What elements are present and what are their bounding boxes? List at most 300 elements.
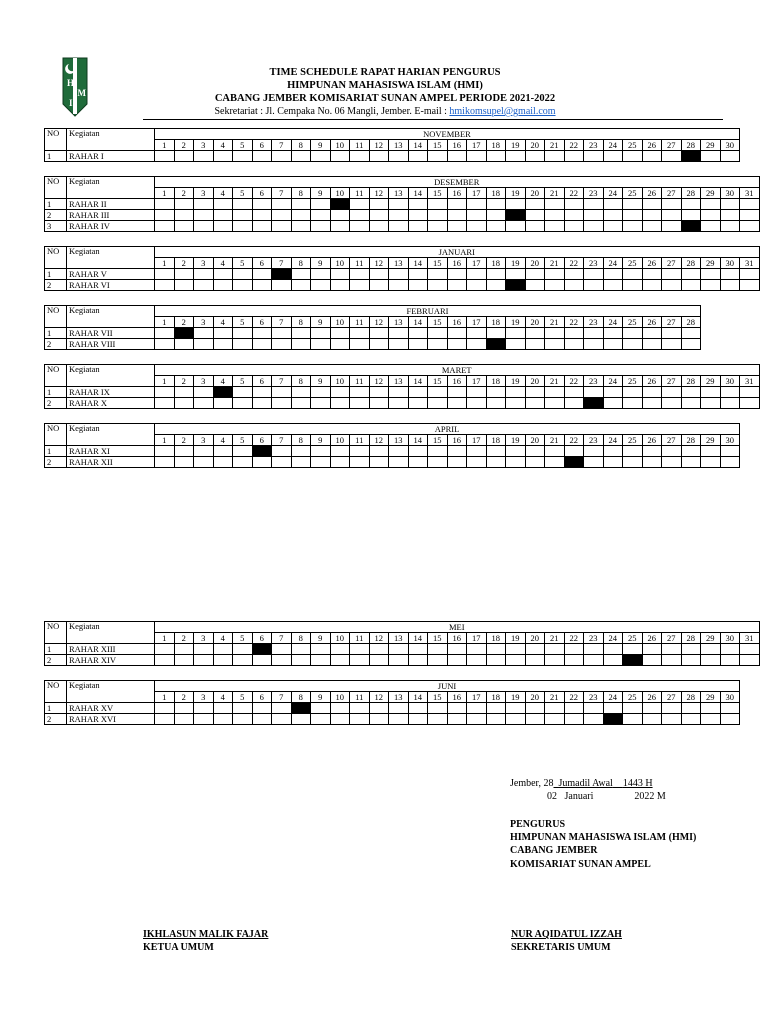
day-cell [213, 269, 233, 280]
day-cell [389, 151, 409, 162]
day-number: 15 [428, 188, 448, 199]
day-number: 9 [311, 692, 331, 703]
day-cell [545, 655, 565, 666]
day-cell [545, 280, 565, 291]
day-cell [369, 221, 389, 232]
day-number: 13 [389, 376, 409, 387]
day-cell [486, 655, 506, 666]
day-cell [486, 457, 506, 468]
day-cell [213, 280, 233, 291]
col-kegiatan-header: Kegiatan [67, 424, 155, 446]
day-cell [642, 328, 662, 339]
day-cell [194, 328, 214, 339]
hmi-logo [60, 56, 90, 118]
day-cell [155, 339, 175, 350]
scheduled-day-cell [681, 221, 701, 232]
day-cell [350, 269, 370, 280]
day-cell [447, 457, 467, 468]
day-cell [486, 328, 506, 339]
day-number: 17 [467, 633, 487, 644]
day-number: 9 [311, 188, 331, 199]
day-cell [525, 210, 545, 221]
row-kegiatan: RAHAR XII [67, 457, 155, 468]
day-cell [467, 210, 487, 221]
table-row [45, 398, 760, 409]
day-number: 29 [701, 633, 721, 644]
day-cell [369, 199, 389, 210]
day-number: 18 [486, 317, 506, 328]
day-number: 30 [720, 188, 740, 199]
scheduled-day-cell [174, 328, 194, 339]
day-cell [662, 210, 682, 221]
day-number: 5 [233, 188, 253, 199]
day-cell [350, 199, 370, 210]
day-cell [408, 644, 428, 655]
day-cell [330, 280, 350, 291]
day-number: 22 [564, 692, 584, 703]
day-number: 27 [662, 188, 682, 199]
day-cell [525, 199, 545, 210]
row-kegiatan: RAHAR XV [67, 703, 155, 714]
day-cell [350, 398, 370, 409]
day-cell [584, 151, 604, 162]
org-line-1: PENGURUS [510, 819, 566, 830]
day-number: 17 [467, 188, 487, 199]
day-cell [701, 269, 721, 280]
day-number: 13 [389, 188, 409, 199]
day-cell [681, 210, 701, 221]
day-cell [428, 210, 448, 221]
row-no: 1 [45, 151, 67, 162]
day-cell [330, 655, 350, 666]
day-cell [506, 339, 526, 350]
day-cell [642, 210, 662, 221]
day-number: 30 [720, 140, 740, 151]
day-cell [447, 339, 467, 350]
day-cell [213, 199, 233, 210]
day-cell [311, 221, 331, 232]
day-number: 23 [584, 435, 604, 446]
day-cell [662, 151, 682, 162]
day-number: 22 [564, 633, 584, 644]
day-cell [623, 446, 643, 457]
day-cell [564, 387, 584, 398]
day-cell [564, 398, 584, 409]
day-number: 25 [623, 140, 643, 151]
day-cell [623, 387, 643, 398]
day-cell [213, 398, 233, 409]
day-cell [681, 457, 701, 468]
day-number: 28 [681, 140, 701, 151]
col-kegiatan-header: Kegiatan [67, 247, 155, 269]
day-cell [584, 387, 604, 398]
day-cell [389, 457, 409, 468]
day-cell [447, 221, 467, 232]
signer-1-role: KETUA UMUM [143, 942, 214, 953]
day-cell [642, 446, 662, 457]
day-cell [447, 280, 467, 291]
day-cell [506, 199, 526, 210]
day-cell [428, 457, 448, 468]
day-cell [740, 280, 760, 291]
day-cell [486, 387, 506, 398]
day-number: 8 [291, 188, 311, 199]
day-cell [428, 703, 448, 714]
day-cell [662, 703, 682, 714]
day-cell [174, 703, 194, 714]
day-cell [720, 210, 740, 221]
day-cell [408, 398, 428, 409]
day-number: 18 [486, 188, 506, 199]
day-cell [584, 210, 604, 221]
day-cell [389, 644, 409, 655]
day-number: 26 [642, 258, 662, 269]
month-name: JUNI [155, 681, 740, 692]
day-number: 14 [408, 188, 428, 199]
day-number: 27 [662, 633, 682, 644]
table-row [45, 280, 760, 291]
day-cell [330, 398, 350, 409]
day-cell [740, 210, 760, 221]
day-number: 26 [642, 692, 662, 703]
col-no-header: NO [45, 177, 67, 199]
day-number: 8 [291, 258, 311, 269]
hijri-month-text: Jumadil Awal [558, 778, 613, 789]
day-cell [525, 398, 545, 409]
col-kegiatan-header: Kegiatan [67, 129, 155, 151]
day-cell [564, 221, 584, 232]
day-number: 21 [545, 435, 565, 446]
day-cell [369, 339, 389, 350]
day-cell [564, 328, 584, 339]
day-number: 26 [642, 435, 662, 446]
col-no-header: NO [45, 306, 67, 328]
day-cell [252, 151, 272, 162]
day-number: 1 [155, 633, 175, 644]
day-cell [174, 446, 194, 457]
scheduled-day-cell [252, 446, 272, 457]
day-cell [408, 199, 428, 210]
day-number: 13 [389, 692, 409, 703]
day-cell [311, 280, 331, 291]
day-cell [369, 328, 389, 339]
day-number: 14 [408, 376, 428, 387]
day-number: 13 [389, 317, 409, 328]
day-number: 27 [662, 258, 682, 269]
day-cell [408, 151, 428, 162]
day-number: 4 [213, 188, 233, 199]
day-cell [389, 210, 409, 221]
day-number: 24 [603, 140, 623, 151]
day-cell [506, 714, 526, 725]
day-cell [233, 457, 253, 468]
day-number: 19 [506, 376, 526, 387]
day-number: 24 [603, 435, 623, 446]
day-number: 30 [720, 258, 740, 269]
day-cell [291, 280, 311, 291]
day-cell [194, 714, 214, 725]
day-cell [252, 655, 272, 666]
day-cell [408, 703, 428, 714]
day-cell [525, 280, 545, 291]
col-kegiatan-header: Kegiatan [67, 306, 155, 328]
day-number: 19 [506, 435, 526, 446]
table-header-row [45, 365, 760, 376]
day-cell [233, 151, 253, 162]
day-cell [311, 703, 331, 714]
day-number: 31 [740, 376, 760, 387]
day-cell [291, 655, 311, 666]
row-no: 2 [45, 210, 67, 221]
day-number: 3 [194, 317, 214, 328]
day-cell [330, 339, 350, 350]
day-cell [369, 280, 389, 291]
day-number: 1 [155, 317, 175, 328]
day-number: 26 [642, 376, 662, 387]
day-number: 1 [155, 435, 175, 446]
table-header-row [45, 247, 760, 258]
day-cell [447, 151, 467, 162]
row-no: 2 [45, 339, 67, 350]
day-number: 10 [330, 317, 350, 328]
day-cell [525, 328, 545, 339]
day-number: 5 [233, 633, 253, 644]
day-number: 14 [408, 317, 428, 328]
day-number: 21 [545, 692, 565, 703]
day-cell [603, 655, 623, 666]
day-number: 26 [642, 188, 662, 199]
day-cell [194, 457, 214, 468]
day-number: 30 [720, 376, 740, 387]
day-cell [525, 457, 545, 468]
day-cell [467, 398, 487, 409]
day-number: 11 [350, 140, 370, 151]
day-number: 31 [740, 258, 760, 269]
day-cell [155, 387, 175, 398]
day-cell [213, 210, 233, 221]
day-cell [564, 446, 584, 457]
day-number: 18 [486, 692, 506, 703]
day-number: 15 [428, 692, 448, 703]
day-number: 23 [584, 317, 604, 328]
day-cell [174, 655, 194, 666]
day-cell [155, 457, 175, 468]
schedule-table-mei [44, 621, 760, 666]
day-cell [701, 210, 721, 221]
day-cell [252, 703, 272, 714]
day-cell [447, 199, 467, 210]
day-cell [681, 387, 701, 398]
day-number: 28 [681, 317, 701, 328]
day-number: 11 [350, 258, 370, 269]
day-number: 19 [506, 317, 526, 328]
day-cell [545, 199, 565, 210]
day-cell [506, 703, 526, 714]
day-cell [525, 269, 545, 280]
day-cell [642, 199, 662, 210]
day-cell [623, 714, 643, 725]
day-cell [642, 269, 662, 280]
day-cell [408, 328, 428, 339]
day-number: 6 [252, 692, 272, 703]
col-no-header: NO [45, 365, 67, 387]
day-number: 23 [584, 258, 604, 269]
month-name: APRIL [155, 424, 740, 435]
day-cell [272, 339, 292, 350]
day-cell [155, 199, 175, 210]
day-number: 20 [525, 376, 545, 387]
day-cell [681, 655, 701, 666]
day-cell [291, 339, 311, 350]
day-number: 20 [525, 692, 545, 703]
day-cell [252, 328, 272, 339]
col-kegiatan-header: Kegiatan [67, 681, 155, 703]
day-cell [525, 655, 545, 666]
day-cell [740, 199, 760, 210]
day-cell [506, 655, 526, 666]
day-cell [603, 339, 623, 350]
day-cell [311, 446, 331, 457]
place-date-gregorian [547, 790, 666, 803]
day-cell [701, 644, 721, 655]
day-number: 10 [330, 692, 350, 703]
day-cell [467, 655, 487, 666]
day-number: 4 [213, 435, 233, 446]
schedule-table-maret [44, 364, 760, 409]
table-header-row [45, 177, 760, 188]
day-number: 27 [662, 140, 682, 151]
day-cell [155, 703, 175, 714]
day-cell [642, 280, 662, 291]
day-cell [155, 210, 175, 221]
day-cell [389, 703, 409, 714]
day-number: 13 [389, 633, 409, 644]
day-cell [389, 714, 409, 725]
day-cell [486, 398, 506, 409]
col-kegiatan-header: Kegiatan [67, 177, 155, 199]
day-number: 17 [467, 435, 487, 446]
day-number: 25 [623, 317, 643, 328]
day-number: 7 [272, 317, 292, 328]
day-number: 21 [545, 317, 565, 328]
day-cell [467, 457, 487, 468]
header-divider [143, 119, 723, 120]
day-cell [525, 339, 545, 350]
day-number: 3 [194, 376, 214, 387]
schedule-table-november [44, 128, 740, 162]
day-cell [603, 457, 623, 468]
day-cell [174, 210, 194, 221]
day-cell [272, 387, 292, 398]
row-no: 2 [45, 457, 67, 468]
greg-day: 02 [547, 791, 557, 802]
day-cell [174, 714, 194, 725]
day-number: 30 [720, 435, 740, 446]
day-cell [720, 269, 740, 280]
day-cell [642, 398, 662, 409]
day-number: 27 [662, 435, 682, 446]
day-cell [603, 328, 623, 339]
day-cell [681, 280, 701, 291]
day-number: 10 [330, 188, 350, 199]
day-cell [447, 328, 467, 339]
day-cell [389, 446, 409, 457]
schedule-table-desember [44, 176, 760, 232]
day-cell [155, 280, 175, 291]
day-cell [467, 339, 487, 350]
scheduled-day-cell [252, 644, 272, 655]
day-cell [506, 269, 526, 280]
day-number: 4 [213, 376, 233, 387]
day-cell [701, 280, 721, 291]
day-cell [155, 269, 175, 280]
day-cell [701, 387, 721, 398]
row-kegiatan: RAHAR VIII [67, 339, 155, 350]
greg-month: Januari [564, 791, 594, 802]
day-cell [603, 221, 623, 232]
day-number: 11 [350, 435, 370, 446]
day-cell [428, 328, 448, 339]
day-cell [291, 714, 311, 725]
day-number: 8 [291, 317, 311, 328]
day-cell [233, 221, 253, 232]
day-number: 28 [681, 435, 701, 446]
day-number: 11 [350, 633, 370, 644]
day-cell [486, 703, 506, 714]
day-cell [603, 280, 623, 291]
day-number: 26 [642, 633, 662, 644]
row-no: 2 [45, 655, 67, 666]
day-number: 2 [174, 376, 194, 387]
day-cell [681, 328, 701, 339]
day-cell [701, 655, 721, 666]
table-row [45, 339, 701, 350]
day-cell [311, 269, 331, 280]
month-name: DESEMBER [155, 177, 760, 188]
row-kegiatan: RAHAR XIV [67, 655, 155, 666]
day-number: 29 [701, 188, 721, 199]
day-cell [311, 714, 331, 725]
day-cell [389, 398, 409, 409]
day-cell [467, 269, 487, 280]
day-number: 12 [369, 692, 389, 703]
day-cell [369, 446, 389, 457]
day-number: 19 [506, 258, 526, 269]
day-cell [428, 151, 448, 162]
day-cell [662, 269, 682, 280]
col-no-header: NO [45, 424, 67, 446]
day-cell [408, 280, 428, 291]
email-link[interactable]: hmikomsupel@gmail.com [449, 106, 556, 117]
day-cell [720, 280, 740, 291]
day-cell [155, 644, 175, 655]
day-cell [213, 457, 233, 468]
day-cell [506, 446, 526, 457]
day-cell [311, 339, 331, 350]
day-number: 22 [564, 140, 584, 151]
day-number: 16 [447, 140, 467, 151]
table-header-row [45, 681, 740, 692]
day-cell [233, 280, 253, 291]
day-cell [545, 269, 565, 280]
scheduled-day-cell [213, 387, 233, 398]
day-cell [486, 221, 506, 232]
day-cell [642, 339, 662, 350]
day-cell [720, 398, 740, 409]
day-cell [662, 387, 682, 398]
day-cell [350, 644, 370, 655]
day-number: 16 [447, 188, 467, 199]
